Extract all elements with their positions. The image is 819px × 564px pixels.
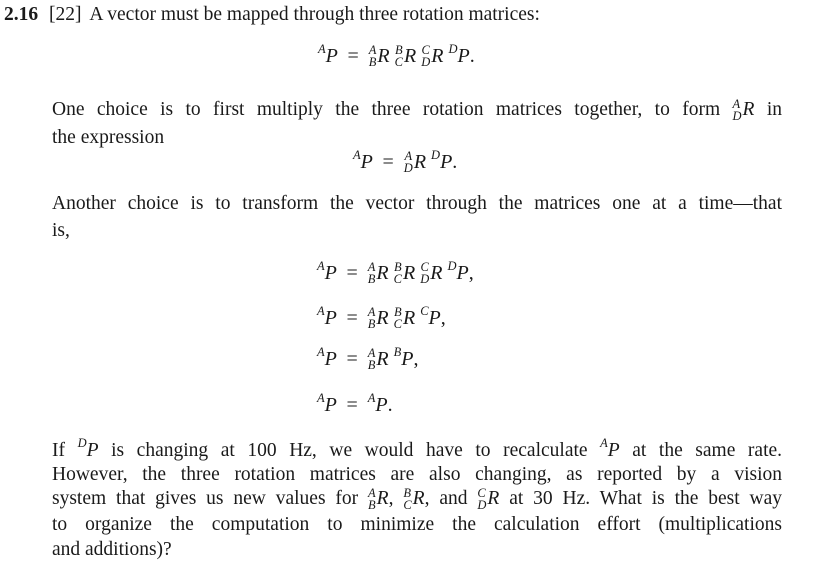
eq-comb-equals: = (382, 151, 394, 173)
step1-f2-pre (420, 261, 429, 285)
step1-end: , (468, 262, 474, 284)
step1-lhs-sym: P (324, 262, 337, 284)
exercise-intro: A vector must be mapped through three rotation matrices: (89, 4, 540, 25)
para3-line4: to organize the computation to minimize the calculation effort (multiplications (52, 514, 782, 535)
step-equation-2 (317, 306, 446, 331)
para3-l1-a: If (52, 440, 65, 461)
para3-l1-sup2: A (600, 436, 608, 450)
eq-main-f2-sup: C (421, 43, 430, 58)
eq-comb-vec-sym: P (440, 151, 453, 173)
step2-equals: = (346, 307, 358, 329)
step1-f0-sub: B (367, 272, 376, 287)
para3-l1-b: is changing at 100 Hz, we would have to recalculate (111, 440, 588, 461)
step3-f0-sub: B (367, 358, 376, 373)
step4-lhs-sup: A (317, 391, 325, 405)
para1-line2: the expression (52, 127, 165, 148)
para3-l3-and: , and (424, 488, 468, 509)
step2-lhs-sup: A (317, 304, 325, 318)
para3-l3-comma1: , (388, 488, 394, 509)
step1-f0-pre (368, 261, 376, 285)
para3-m2-pre (403, 487, 411, 511)
step2-f0-sub: B (367, 317, 376, 332)
para3-line2: However, the three rotation matrices are also changing, as reported by a vision (52, 464, 782, 485)
step1-lhs-sup: A (317, 259, 325, 273)
eq-main-f1-sym: R (403, 45, 417, 67)
exercise-number: 2.16 (4, 4, 39, 25)
para3-m2-sup: B (403, 485, 411, 500)
step-equation-3 (317, 347, 419, 372)
equation-main (318, 44, 475, 69)
para1-inline-sub: D (732, 108, 742, 123)
para2-line2: is, (52, 220, 70, 241)
para3-m1-pre (368, 487, 376, 511)
para3-m3-pre (477, 487, 486, 511)
step3-vec-sup: B (393, 345, 402, 359)
para1-inline-sup: A (732, 96, 741, 111)
eq-main-f2-pre (421, 44, 430, 68)
para3-line5: and additions)? (52, 539, 172, 560)
para3-l1-sym2: P (607, 440, 620, 461)
eq-comb-f-sub: D (403, 161, 413, 176)
step1-f1-sub: C (393, 272, 402, 287)
eq-main-f1-sup: B (394, 43, 403, 58)
eq-main-f2-sym: R (431, 45, 444, 67)
step2-f0-pre (368, 306, 376, 330)
step4-equals: = (346, 394, 358, 416)
para3-m2-sym: R (412, 488, 425, 509)
step2-f1-sup: B (393, 305, 402, 320)
step3-f0-sup: A (367, 346, 376, 361)
step2-f1-sub: C (393, 317, 402, 332)
step1-f2-sub: D (420, 272, 430, 287)
step1-f1-pre (394, 261, 402, 285)
eq-main-f1-sub: C (394, 55, 403, 70)
step1-f1-sym: R (402, 262, 416, 284)
para3-m3-sym: R (487, 488, 500, 509)
step2-f1-sym: R (402, 307, 416, 329)
eq-comb-lhs-sup: A (353, 148, 361, 162)
step1-f2-sym: R (430, 262, 443, 284)
step2-f0-sym: R (376, 307, 389, 329)
step3-lhs-sup: A (317, 345, 325, 359)
step1-equals: = (346, 262, 358, 284)
step2-f1-pre (394, 306, 402, 330)
step1-f2-sup: C (420, 260, 429, 275)
para3-m1-sym: R (376, 488, 389, 509)
para3-m3-sub: D (477, 497, 487, 512)
eq-main-lhs-sup: A (318, 42, 326, 56)
step1-f0-sym: R (376, 262, 389, 284)
eq-main-f0-sym: R (377, 45, 390, 67)
eq-main-f0-sub: B (368, 55, 377, 70)
eq-main-f1-pre (395, 44, 403, 68)
step1-f0-sup: A (367, 260, 376, 275)
para2-line1: Another choice is to transform the vector through the matrices one at a time—that (52, 193, 782, 214)
eq-comb-vec-sup: D (431, 148, 441, 162)
para1-inline-sym: R (742, 99, 755, 120)
step2-f0-sup: A (367, 305, 376, 320)
eq-comb-lhs-sym: P (360, 151, 373, 173)
para3-l1-sup: D (77, 436, 87, 450)
eq-main-vec-sup: D (448, 42, 458, 56)
eq-main-equals: = (347, 45, 359, 67)
para3-l1-c: at the same rate. (632, 440, 783, 461)
eq-comb-f-sup: A (404, 149, 413, 164)
step4-end: . (387, 394, 393, 416)
eq-main-lhs-sym: P (325, 45, 338, 67)
step-equation-4 (317, 393, 393, 417)
step2-vec-sup: C (420, 304, 429, 318)
exercise-header (4, 3, 540, 27)
para3-m1-sub: B (368, 497, 376, 512)
step4-vec-sup: A (367, 391, 376, 405)
step3-lhs-sym: P (324, 348, 337, 370)
eq-comb-f-pre (404, 150, 413, 174)
para3-line1 (52, 436, 783, 463)
para3-l3-b: at 30 Hz. What is the best way (509, 488, 783, 509)
eq-main-vec-sym: P (457, 45, 470, 67)
step2-vec-sym: P (428, 307, 441, 329)
equation-combined (353, 150, 457, 175)
exercise-points: [22] (49, 4, 82, 25)
step4-lhs-sym: P (324, 394, 337, 416)
step3-f0-pre (368, 347, 376, 371)
para3-l1-sym: P (86, 440, 99, 461)
step1-f1-sup: B (393, 260, 402, 275)
step3-f0-sym: R (376, 348, 389, 370)
para3-m3-sup: C (477, 485, 486, 500)
eq-main-f0-sup: A (368, 43, 377, 58)
eq-main-f0-pre (369, 44, 377, 68)
para3-line3 (52, 487, 782, 512)
para1-text-after: in (766, 99, 783, 120)
step3-equals: = (346, 348, 358, 370)
eq-comb-end: . (452, 151, 458, 173)
para1-inline-pre (733, 98, 742, 122)
eq-main-end: . (469, 45, 475, 67)
eq-main-f2-sub: D (421, 55, 431, 70)
step4-vec-sym: P (375, 394, 388, 416)
step-equation-1 (317, 261, 474, 286)
step2-lhs-sym: P (324, 307, 337, 329)
step1-vec-sym: P (456, 262, 469, 284)
step2-end: , (440, 307, 446, 329)
para3-l3-a: system that gives us new values for (52, 488, 359, 509)
step3-vec-sym: P (401, 348, 414, 370)
para3-m2-sub: C (403, 497, 412, 512)
eq-comb-f-sym: R (413, 151, 427, 173)
para3-m1-sup: A (368, 485, 376, 500)
para1-line1 (52, 98, 782, 123)
step1-vec-sup: D (447, 259, 457, 273)
para1-text-before: One choice is to first multiply the three rotation matrices together, to form (52, 99, 721, 120)
step3-end: , (413, 348, 419, 370)
